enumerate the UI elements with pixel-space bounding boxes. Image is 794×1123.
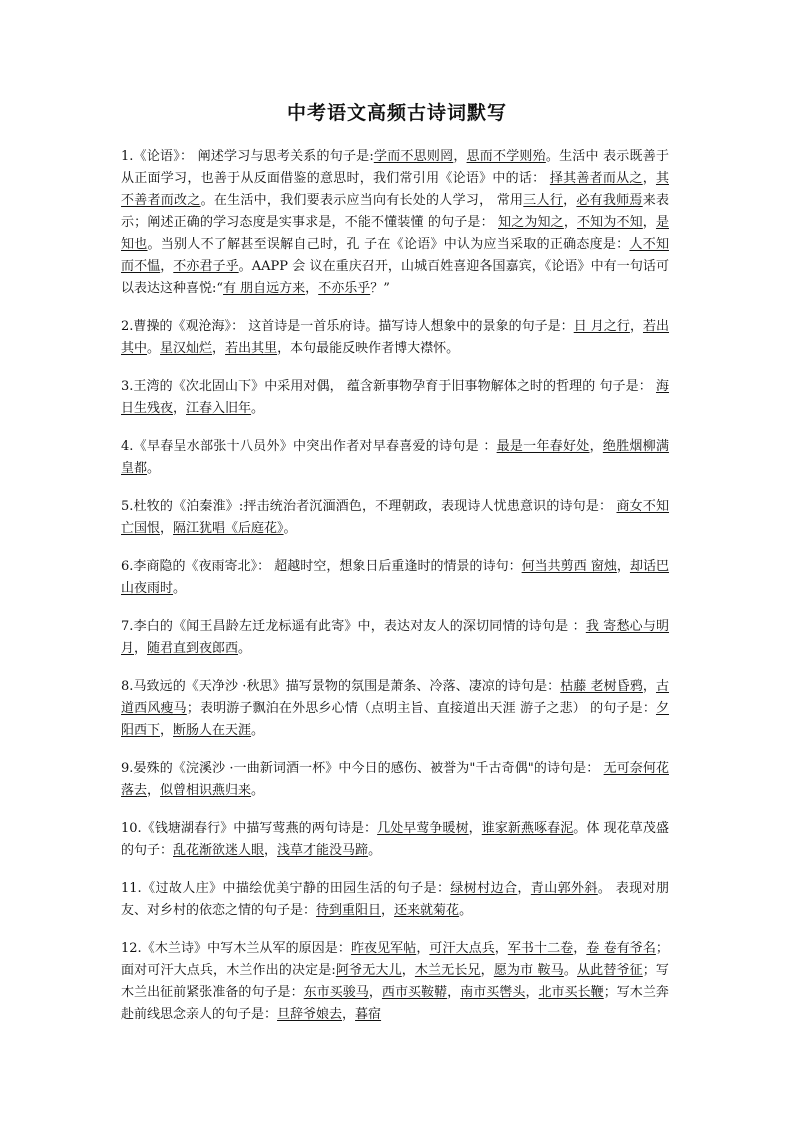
- prompt-text: ？”: [370, 281, 390, 296]
- prompt-text: 。: [251, 783, 265, 798]
- question-item: [121, 496, 669, 540]
- prompt-text: ，: [264, 843, 278, 858]
- question-item: [121, 878, 669, 922]
- prompt-text: 6.李商隐的《夜雨寄北》： 超越时空，想象日后重逢时的情景的诗句：: [121, 559, 522, 574]
- answer-text: 昨夜见军帖: [350, 941, 417, 956]
- prompt-text: 。: [283, 521, 297, 536]
- prompt-text: 。: [368, 843, 382, 858]
- answer-text: 还来就菊花: [394, 903, 460, 918]
- answer-text: 旦辞爷娘去: [277, 1007, 343, 1022]
- prompt-text: ，: [494, 941, 508, 956]
- answer-text: 其不善者而改之: [121, 171, 669, 208]
- prompt-text: 。: [459, 903, 473, 918]
- prompt-text: 1.《论语》： 阐述学习与思考关系的句子是:: [121, 149, 374, 164]
- answer-text: 绿树村边合: [450, 881, 518, 896]
- answer-text: 海日生残夜: [121, 379, 669, 416]
- prompt-text: 。: [147, 461, 161, 476]
- question-item: [121, 556, 669, 600]
- prompt-text: 7.李白的《闻王昌龄左迁龙标遥有此寄》中，表达对友人的深切同情的诗句是 ：: [121, 619, 586, 634]
- prompt-text: ，: [305, 281, 319, 296]
- answer-text: 谁家新燕啄春泥: [481, 821, 574, 836]
- prompt-text: ，: [525, 985, 539, 1000]
- answer-text: 是知也: [121, 215, 669, 252]
- prompt-text: ，: [381, 903, 395, 918]
- prompt-text: ，: [212, 341, 226, 356]
- answer-text: 绝胜烟柳满皇都: [121, 439, 669, 476]
- prompt-text: 。体 现花草茂盛的句子：: [121, 821, 669, 858]
- answer-text: 待到重阳日: [316, 903, 382, 918]
- prompt-text: ，: [563, 193, 577, 208]
- page-title: 中考语文高频古诗词默写: [286, 102, 507, 124]
- prompt-text: 2.曹操的《观沧海》： 这首诗是一首乐府诗。描写诗人想象中的景象的句子是：: [121, 319, 574, 334]
- answer-text: 无可奈何花落去: [121, 761, 669, 798]
- prompt-text: ，本句最能反映作者博大襟怀。: [277, 341, 460, 356]
- answer-text: 人不知而不愠: [121, 237, 669, 274]
- prompt-text: ；表明游子飘泊在外思乡心情（点明主旨、直接道出天涯 游子之悲） 的句子是：: [186, 701, 656, 716]
- question-item: [121, 616, 669, 660]
- prompt-text: ，: [447, 985, 461, 1000]
- prompt-text: ，: [342, 1007, 356, 1022]
- prompt-text: ；面对可汗大点兵，木兰作出的决定是:: [121, 941, 669, 978]
- answer-text: 东市买骏马: [303, 985, 369, 1000]
- prompt-text: 11.《过故人庄》中描绘优美宁静的田园生活的句子是：: [121, 881, 451, 896]
- answer-text: 商女不知亡国恨: [121, 499, 669, 536]
- answer-text: 不知为不知: [577, 215, 643, 230]
- question-item: [121, 316, 669, 360]
- prompt-text: 10.《钱塘湖春行》中描写莺燕的两句诗是：: [121, 821, 378, 836]
- prompt-text: 。: [173, 581, 187, 596]
- answer-text: 卷 卷有爷名: [586, 941, 656, 956]
- prompt-text: 。 表现对朋友、对乡村的依恋之情的句子是：: [121, 881, 669, 918]
- answer-text: 星汉灿烂: [160, 341, 213, 356]
- answer-text: 古道西风瘦马: [121, 679, 669, 716]
- answer-text: 却话巴山夜雨时: [121, 559, 669, 596]
- prompt-text: ，: [453, 149, 467, 164]
- answer-text: 学而不思则罔: [373, 149, 454, 164]
- answer-text: 浅草才能没马蹄: [277, 843, 369, 858]
- answer-text: 木兰无长兄: [414, 963, 481, 978]
- answer-text: 青山郭外斜: [530, 881, 598, 896]
- answer-text: 思而不学则殆: [466, 149, 546, 164]
- answer-text: 暮宿: [355, 1007, 382, 1022]
- answer-text: 北市买长鞭: [538, 985, 604, 1000]
- prompt-text: 。: [238, 641, 252, 656]
- answer-text: 若出其里: [225, 341, 278, 356]
- prompt-text: 来表示；阐述正确的学习态度是实事求是，不能不懂装懂 的句子是：: [121, 193, 669, 230]
- answer-text: 知之为知之: [498, 215, 564, 230]
- answer-text: 西市买鞍鞯: [381, 985, 448, 1000]
- answer-text: 断肠人在天涯: [173, 723, 252, 738]
- prompt-text: 。: [147, 341, 161, 356]
- answer-text: 乱花渐欲迷人眼: [173, 843, 265, 858]
- prompt-text: 。: [251, 723, 265, 738]
- prompt-text: ，: [160, 521, 174, 536]
- prompt-text: ；写木兰奔赴前线思念亲人的句子是：: [121, 985, 669, 1022]
- prompt-text: 5.杜牧的《泊秦淮》:抨击统治者沉湎酒色，不理朝政，表现诗人忧患意识的诗句是：: [121, 499, 617, 514]
- prompt-text: 。: [563, 963, 578, 978]
- prompt-text: 。当别人不了解甚至误解自己时，孔 子在《论语》中认为应当采取的正确态度是：: [147, 237, 630, 252]
- question-item: [121, 146, 669, 300]
- answer-text: 三人行: [523, 193, 564, 208]
- answer-text: 几处早莺争暖树: [377, 821, 469, 836]
- answer-text: 阿爷无大儿: [335, 963, 402, 978]
- answer-text: 可汗大点兵: [429, 941, 495, 956]
- prompt-text: 12.《木兰诗》中写木兰从军的原因是：: [121, 941, 351, 956]
- prompt-text: ，: [642, 679, 656, 694]
- prompt-text: ，: [401, 963, 415, 978]
- answer-text: 不亦乐乎: [318, 281, 371, 296]
- prompt-text: ，: [416, 941, 430, 956]
- prompt-text: ，: [563, 215, 577, 230]
- answer-text: 不亦君子乎: [173, 259, 239, 274]
- answer-text: 择其善者而从之: [549, 171, 643, 186]
- question-item: [121, 938, 669, 1026]
- answer-text: 随君直到夜郎西: [147, 641, 239, 656]
- prompt-text: 4.《早春呈水部张十八员外》中突出作者对早春喜爱的诗句是 ：: [121, 439, 497, 454]
- prompt-text: ，: [160, 259, 174, 274]
- prompt-text: 。生活中 表示既善于从正面学习，也善于从反面借鉴的意思时，我们常引用《论语》中的话：: [121, 149, 669, 186]
- prompt-text: ，: [517, 881, 531, 896]
- question-item: [121, 436, 669, 480]
- answer-text: 何当共剪西 窗烛: [521, 559, 617, 574]
- prompt-text: 。在生活中，我们要表示应当向有长处的人学习， 常用: [200, 193, 524, 208]
- answer-text: 隔江犹唱《后庭花》: [173, 521, 284, 536]
- prompt-text: 。AAPP 会 议在重庆召开，山城百姓喜迎各国嘉宾，《论语》中有一句话可以表达这种喜悦:“: [121, 259, 669, 296]
- answer-text: 南市买辔头: [460, 985, 526, 1000]
- prompt-text: ，: [480, 963, 494, 978]
- prompt-text: ；写木兰出征前紧张准备的句子是：: [121, 963, 669, 1000]
- answer-text: 从此替爷征: [577, 963, 643, 978]
- question-item: [121, 758, 669, 802]
- answer-text: 军书十二卷: [507, 941, 574, 956]
- prompt-text: ，: [616, 559, 630, 574]
- question-item: [121, 376, 669, 420]
- answer-text: 我 寄愁心与明月: [121, 619, 669, 656]
- answer-text: 夕阳西下: [121, 701, 669, 738]
- prompt-text: ，: [134, 641, 148, 656]
- prompt-text: 3.王湾的《次北固山下》中采用对偶， 蕴含新事物孕育于旧事物解体之时的哲理的 句子是：: [121, 379, 656, 394]
- prompt-text: ，: [629, 319, 643, 334]
- prompt-text: ，: [160, 723, 174, 738]
- prompt-text: ，: [147, 783, 161, 798]
- answer-text: 似曾相识燕归来: [160, 783, 252, 798]
- question-item: [121, 818, 669, 862]
- answer-text: 江春入旧年: [186, 401, 252, 416]
- answer-text: 若出其中: [121, 319, 669, 356]
- answer-text: 必有我师焉: [576, 193, 643, 208]
- prompt-text: ，: [368, 985, 382, 1000]
- question-item: [121, 676, 669, 742]
- answer-text: 日 月之行: [573, 319, 630, 334]
- answer-text: 枯藤 老树昏鸦: [560, 679, 643, 694]
- prompt-text: ，: [642, 171, 656, 186]
- prompt-text: ，: [573, 941, 587, 956]
- prompt-text: ，: [468, 821, 482, 836]
- prompt-text: ，: [589, 439, 603, 454]
- prompt-text: 9.晏殊的《浣溪沙 ·一曲新词酒一杯》中今日的感伤、被誉为"千古奇偶"的诗句是：: [121, 761, 604, 776]
- answer-text: 最是一年春好处: [496, 439, 590, 454]
- question-list: [121, 146, 669, 1042]
- answer-text: 愿为市 鞍马: [493, 963, 564, 978]
- prompt-text: ，: [173, 401, 187, 416]
- answer-text: 有 朋自远方来: [223, 281, 306, 296]
- prompt-text: ，: [642, 215, 656, 230]
- prompt-text: 。: [251, 401, 265, 416]
- prompt-text: 8.马致远的《天净沙 ·秋思》描写景物的氛围是萧条、冷落、凄凉的诗句是：: [121, 679, 561, 694]
